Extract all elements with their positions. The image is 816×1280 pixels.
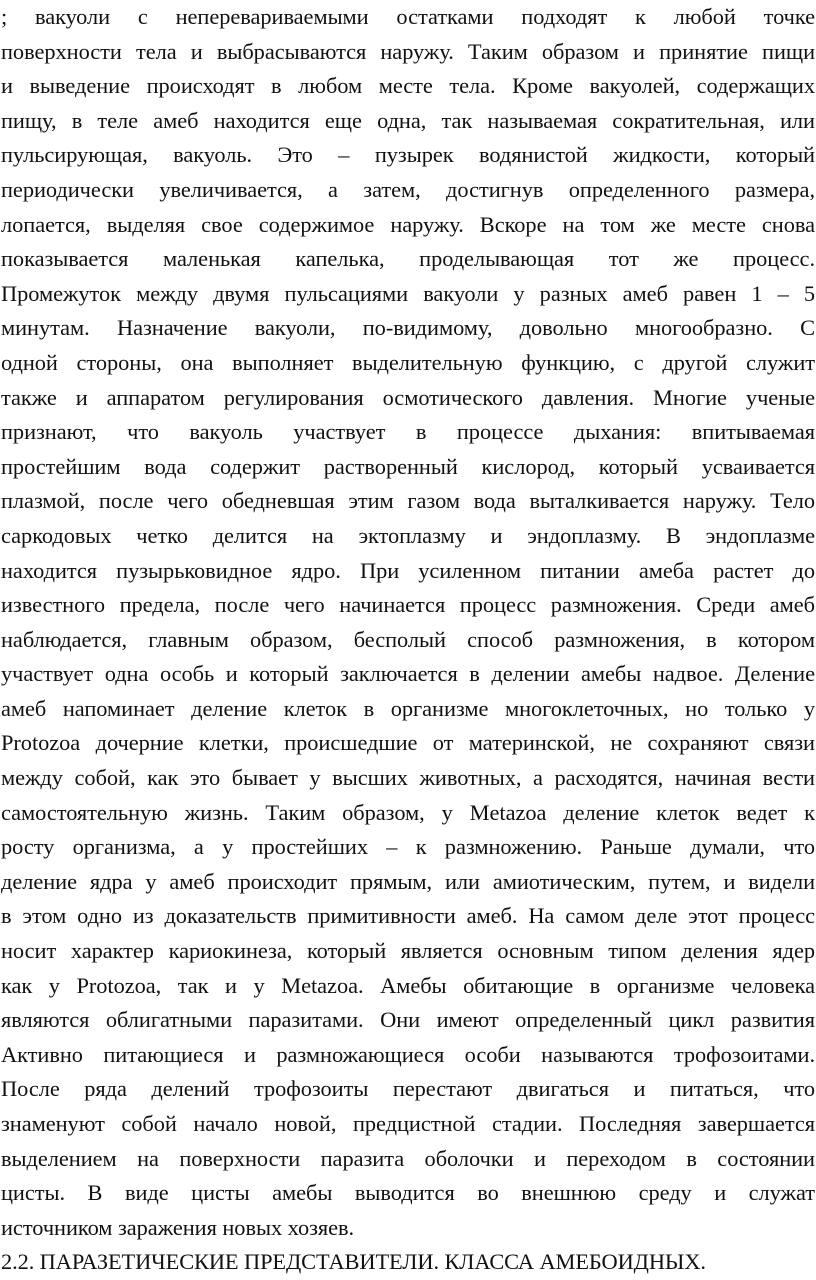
text-line: амеб напоминает деление клеток в организме многоклеточных, но только у — [1, 695, 815, 721]
text-line: лопается, выделяя свое содержимое наружу. Вскоре на том же месте снова — [1, 211, 815, 237]
text-line: выделением на поверхности паразита оболочки и переходом в состоянии — [1, 1145, 815, 1171]
text-line: показывается маленькая капелька, проделывающая тот же процесс. — [1, 246, 815, 272]
text-line: находится пузырьковидное ядро. При усиленном питании амеба растет до — [1, 557, 815, 583]
text-line: периодически увеличивается, а затем, достигнув определенного размера, — [1, 176, 815, 202]
text-line: признают, что вакуоль участвует в процессе дыхания: впитываемая — [1, 419, 815, 445]
section-heading: 2.2. ПАРАЗЕТИЧЕСКИЕ ПРЕДСТАВИТЕЛИ. КЛАССА АМЕБОИДНЫХ. — [1, 1249, 706, 1275]
text-line: плазмой, после чего обедневшая этим газом вода выталкивается наружу. Тело — [1, 488, 815, 514]
text-line: ; вакуоли с неперевариваемыми остатками подходят к любой точке — [1, 4, 815, 29]
text-line: между собой, как это бывает у высших животных, а расходятся, начиная вести — [1, 765, 815, 791]
text-line: самостоятельную жизнь. Таким образом, у Metazoa деление клеток ведет к — [1, 799, 815, 825]
text-line: наблюдается, главным образом, бесполый способ размножения, в котором — [1, 626, 815, 652]
text-line: как у Protozoa, так и у Metazoa. Амебы обитающие в организме человека — [1, 972, 815, 998]
text-line: в этом одно из доказательств примитивности амеб. На самом деле этот процесс — [1, 903, 815, 929]
text-line: пульсирующая, вакуоль. Это – пузырек водянистой жидкости, который — [1, 142, 815, 168]
text-line: цисты. В виде цисты амебы выводится во внешнюю среду и служат — [1, 1180, 815, 1206]
text-line: пищу, в теле амеб находится еще одна, так называемая сократительная, или — [1, 107, 815, 133]
text-line: также и аппаратом регулирования осмотического давления. Многие ученые — [1, 384, 815, 410]
text-line: поверхности тела и выбрасываются наружу. Таким образом и принятие пищи — [1, 38, 815, 64]
text-line: носит характер кариокинеза, который является основным типом деления ядер — [1, 938, 815, 964]
body-paragraph — [1, 0, 815, 1245]
text-line: деление ядра у амеб происходит прямым, или амиотическим, путем, и видели — [1, 868, 815, 894]
text-line: Активно питающиеся и размножающиеся особи называются трофозоитами. — [1, 1041, 815, 1067]
text-line: Protozoa дочерние клетки, происшедшие от материнской, не сохраняют связи — [1, 730, 815, 756]
text-line: После ряда делений трофозоиты перестают двигаться и питаться, что — [1, 1076, 815, 1102]
text-line: источником заражения новых хозяев. — [1, 1214, 355, 1240]
text-line: являются облигатными паразитами. Они имеют определенный цикл развития — [1, 1007, 815, 1033]
text-line: саркодовых четко делится на эктоплазму и эндоплазму. В эндоплазме — [1, 522, 815, 548]
text-line: Промежуток между двумя пульсациями вакуоли у разных амеб равен 1 – 5 — [1, 280, 815, 306]
text-line: одной стороны, она выполняет выделительную функцию, с другой служит — [1, 349, 815, 375]
text-line: участвует одна особь и который заключается в делении амебы надвое. Деление — [1, 661, 815, 687]
text-line: росту организма, а у простейших – к размножению. Раньше думали, что — [1, 834, 815, 860]
text-line: минутам. Назначение вакуоли, по-видимому, довольно многообразно. С — [1, 315, 815, 341]
text-line: известного предела, после чего начинается процесс размножения. Среди амеб — [1, 592, 815, 618]
text-line: знаменуют собой начало новой, предцистной стадии. Последняя завершается — [1, 1111, 815, 1136]
text-line: и выведение происходят в любом месте тела. Кроме вакуолей, содержащих — [1, 73, 815, 99]
text-line: простейшим вода содержит растворенный кислород, который усваивается — [1, 453, 815, 479]
